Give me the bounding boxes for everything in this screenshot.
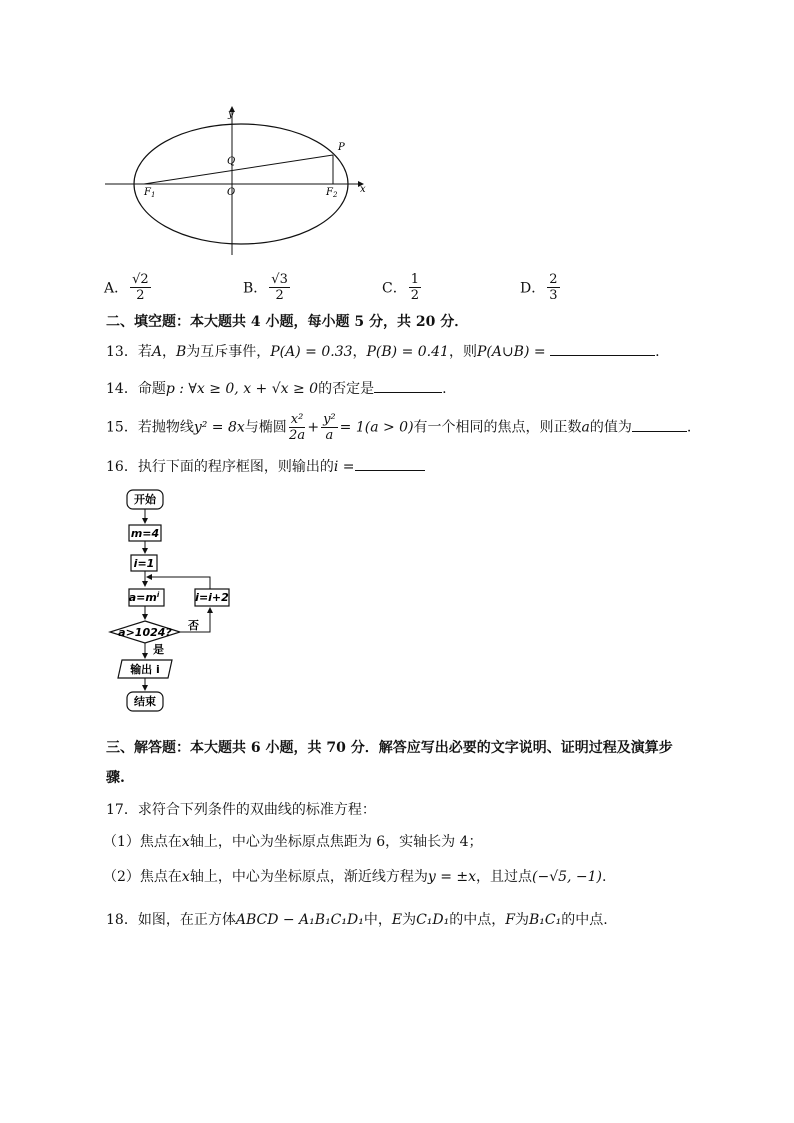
label-f2: $F_2$ [326, 187, 338, 199]
ellipse-figure [100, 100, 380, 260]
section-3-title-line2: 骤. [106, 770, 125, 786]
label-x: x [360, 184, 366, 195]
question-17-part2: （2）焦点在x轴上，中心为坐标原点，渐近线方程为y = ±x，且过点(−√5, −1). [103, 869, 607, 885]
svg-text:i=1: i=1 [133, 557, 155, 570]
question-18: 18．如图，在正方体ABCD − A₁B₁C₁D₁中，E为C₁D₁的中点，F为B₁C₁的中点. [106, 912, 608, 928]
label-y: y [228, 109, 234, 120]
flowchart [100, 485, 250, 715]
section-2-title: 二、填空题：本大题共 4 小题，每小题 5 分，共 20 分． [106, 314, 469, 330]
question-14: 14．命题p : ∀x ≥ 0, x + √x ≥ 0的否定是 . [106, 381, 447, 397]
question-15: 15．若抛物线y² = 8x与椭圆 $\frac{\text{x²}}{2a}$ + $\frac{\text{y²}}{a}$ = 1(a > 0)有一个相同的焦点，则正数a的值为 . [106, 412, 692, 443]
answer-blank-14[interactable] [374, 380, 442, 393]
segment-f1p [144, 155, 333, 184]
svg-text:m=4: m=4 [130, 527, 160, 540]
answer-blank-16[interactable] [355, 458, 425, 471]
label-f1: $F_1$ [144, 187, 156, 199]
answer-blank-15[interactable] [632, 419, 687, 432]
label-q: Q [227, 156, 236, 167]
svg-text:a=mi: $a=m^i$ [128, 591, 160, 604]
option-b: B． $\frac{√3}{2}$ [243, 272, 288, 303]
option-c: C． $\frac{1}{2}$ [382, 272, 419, 303]
option-d: D． $\frac{2}{3}$ [520, 272, 558, 303]
svg-text:输出 i: 输出 i [130, 663, 160, 676]
question-16: 16．执行下面的程序框图，则输出的i = [106, 456, 425, 476]
flow-no-label: 否 [188, 619, 199, 632]
flow-yes-label: 是 [153, 643, 164, 656]
section-3-title-line1: 三、解答题：本大题共 6 小题，共 70 分．解答应写出必要的文字说明、证明过程及演算步 [106, 740, 673, 756]
svg-text:开始: 开始 [134, 493, 156, 506]
svg-text:a>1024?: a>1024? [118, 626, 172, 639]
label-o: O [227, 187, 236, 198]
answer-blank-13[interactable] [550, 343, 655, 356]
svg-text:i=i+2: i=i+2 [195, 591, 229, 604]
option-a: A． $\frac{√2}{2}$ [104, 272, 149, 303]
svg-text:结束: 结束 [134, 695, 156, 708]
label-p: P [338, 142, 345, 153]
question-17-part1: （1）焦点在x轴上，中心为坐标原点焦距为 6，实轴长为 4； [103, 834, 483, 850]
question-13: 13．若A，B为互斥事件，P(A) = 0.33，P(B) = 0.41，则P(A∪B) = . [106, 344, 660, 360]
question-17-stem: 17．求符合下列条件的双曲线的标准方程： [106, 802, 376, 818]
